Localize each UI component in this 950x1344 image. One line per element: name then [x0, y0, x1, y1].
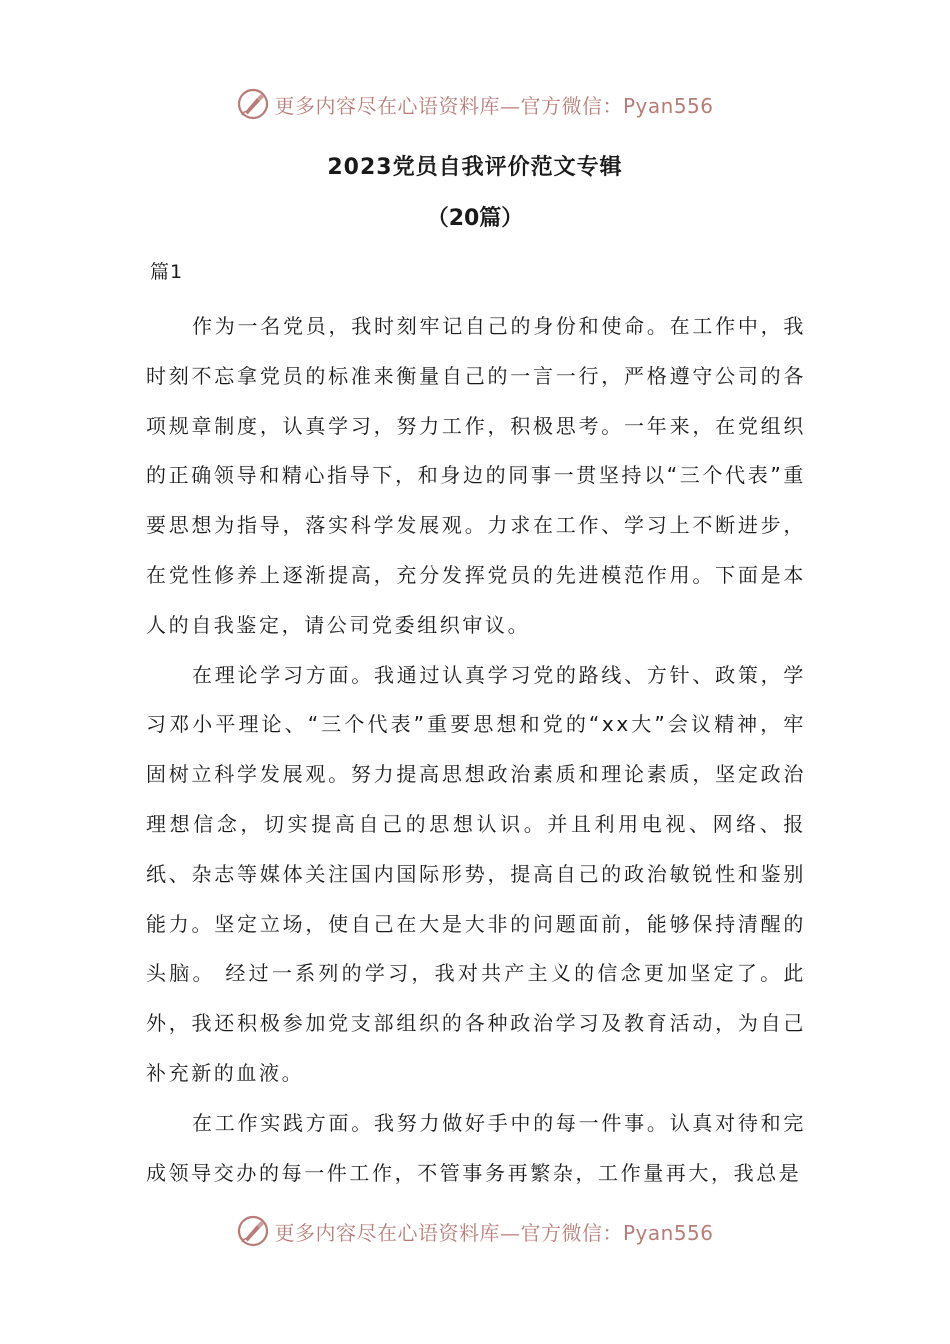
- pen-logo-icon: [236, 1214, 270, 1248]
- paragraph: 作为一名党员，我时刻牢记自己的身份和使命。在工作中，我时刻不忘拿党员的标准来衡量自己的一言一行，严格遵守公司的各项规章制度，认真学习，努力工作，积极思考。一年来，在党组织的正确领导和精心指导下，和身边的同事一贯坚持以“三个代表”重要思想为指导，落实科学发展观。力求在工作、学习上不断进步，在党性修养上逐渐提高，充分发挥党员的先进模范作用。下面是本人的自我鉴定，请公司党委组织审议。: [146, 314, 806, 637]
- footer-banner: [0, 1211, 950, 1251]
- wechat-id: Pyan556: [622, 93, 714, 118]
- paragraph: 在理论学习方面。我通过认真学习党的路线、方针、政策，学习邓小平理论、“三个代表”重要思想和党的“xx大”会议精神，牢固树立科学发展观。努力提高思想政治素质和理论素质，坚定政治理想信念，切实提高自己的思想认识。并且利用电视、网络、报纸、杂志等媒体关注国内国际形势，提高自己的政治敏锐性和鉴别能力。坚定立场，使自己在大是大非的问题面前，能够保持清醒的头脑。 经过一系列的学习，我对共产主义的信念更加坚定了。此外，我还积极参加党支部组织的各种政治学习及教育活动，为自己补充新的血液。: [146, 662, 806, 1085]
- banner-text: 更多内容尽在心语资料库—官方微信：Pyan556: [274, 1220, 714, 1245]
- pen-logo-icon: [236, 87, 270, 121]
- paragraph: 在工作实践方面。我努力做好手中的每一件事。认真对待和完成领导交办的每一件工作，不管事务再繁杂，工作量再大，我总是: [146, 1110, 806, 1185]
- document-title: 2023党员自我评价范文专辑: [327, 155, 623, 180]
- section-label: 篇1: [150, 261, 184, 283]
- wechat-id: Pyan556: [622, 1220, 714, 1245]
- document-subtitle: （20篇）: [426, 206, 524, 231]
- document-body: [146, 302, 806, 1198]
- banner-text: 更多内容尽在心语资料库—官方微信：Pyan556: [274, 93, 714, 118]
- header-banner: [0, 84, 950, 124]
